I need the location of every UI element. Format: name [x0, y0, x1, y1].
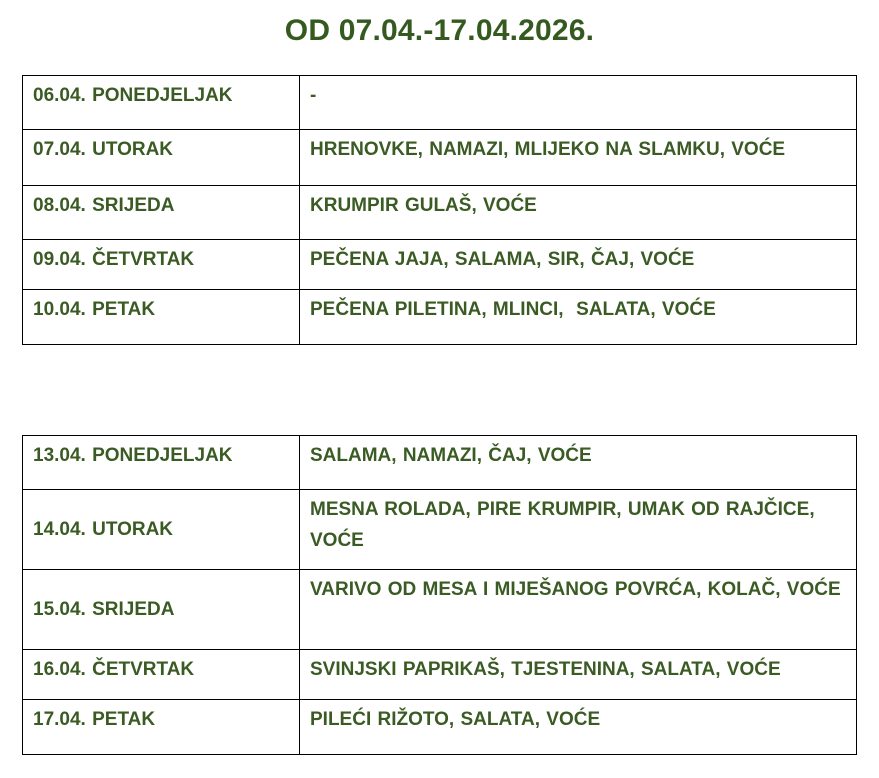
- meal-cell: PILEĆI RIŽOTO, SALATA, VOĆE: [300, 700, 857, 755]
- table-row: [23, 240, 857, 290]
- day-cell: 10.04. PETAK: [23, 290, 300, 345]
- table-row: [23, 76, 857, 130]
- meal-cell: PEČENA PILETINA, MLINCI, SALATA, VOĆE: [300, 290, 857, 345]
- meal-cell: SVINJSKI PAPRIKAŠ, TJESTENINA, SALATA, VOĆE: [300, 650, 857, 700]
- table-row: [23, 650, 857, 700]
- day-cell: 08.04. SRIJEDA: [23, 186, 300, 240]
- day-cell: 15.04. SRIJEDA: [23, 570, 300, 650]
- meal-cell: MESNA ROLADA, PIRE KRUMPIR, UMAK OD RAJČICE, VOĆE: [300, 490, 857, 570]
- meal-cell: PEČENA JAJA, SALAMA, SIR, ČAJ, VOĆE: [300, 240, 857, 290]
- day-cell: 17.04. PETAK: [23, 700, 300, 755]
- table-row: [23, 570, 857, 650]
- table-row: [23, 436, 857, 490]
- menu-table-week-2: [22, 435, 857, 755]
- meal-cell: KRUMPIR GULAŠ, VOĆE: [300, 186, 857, 240]
- day-cell: 13.04. PONEDJELJAK: [23, 436, 300, 490]
- day-cell: 06.04. PONEDJELJAK: [23, 76, 300, 130]
- day-cell: 09.04. ČETVRTAK: [23, 240, 300, 290]
- meal-cell: VARIVO OD MESA I MIJEŠANOG POVRĆA, KOLAČ, VOĆE: [300, 570, 857, 650]
- page-title: OD 07.04.-17.04.2026.: [284, 14, 595, 47]
- table-row: [23, 700, 857, 755]
- meal-cell: SALAMA, NAMAZI, ČAJ, VOĆE: [300, 436, 857, 490]
- meal-cell: -: [300, 76, 857, 130]
- day-cell: 16.04. ČETVRTAK: [23, 650, 300, 700]
- table-row: [23, 490, 857, 570]
- table-row: [23, 130, 857, 186]
- table-row: [23, 186, 857, 240]
- day-cell: 07.04. UTORAK: [23, 130, 300, 186]
- menu-table-week-1: [22, 75, 857, 345]
- table-row: [23, 290, 857, 345]
- meal-cell: HRENOVKE, NAMAZI, MLIJEKO NA SLAMKU, VOĆE: [300, 130, 857, 186]
- day-cell: 14.04. UTORAK: [23, 490, 300, 570]
